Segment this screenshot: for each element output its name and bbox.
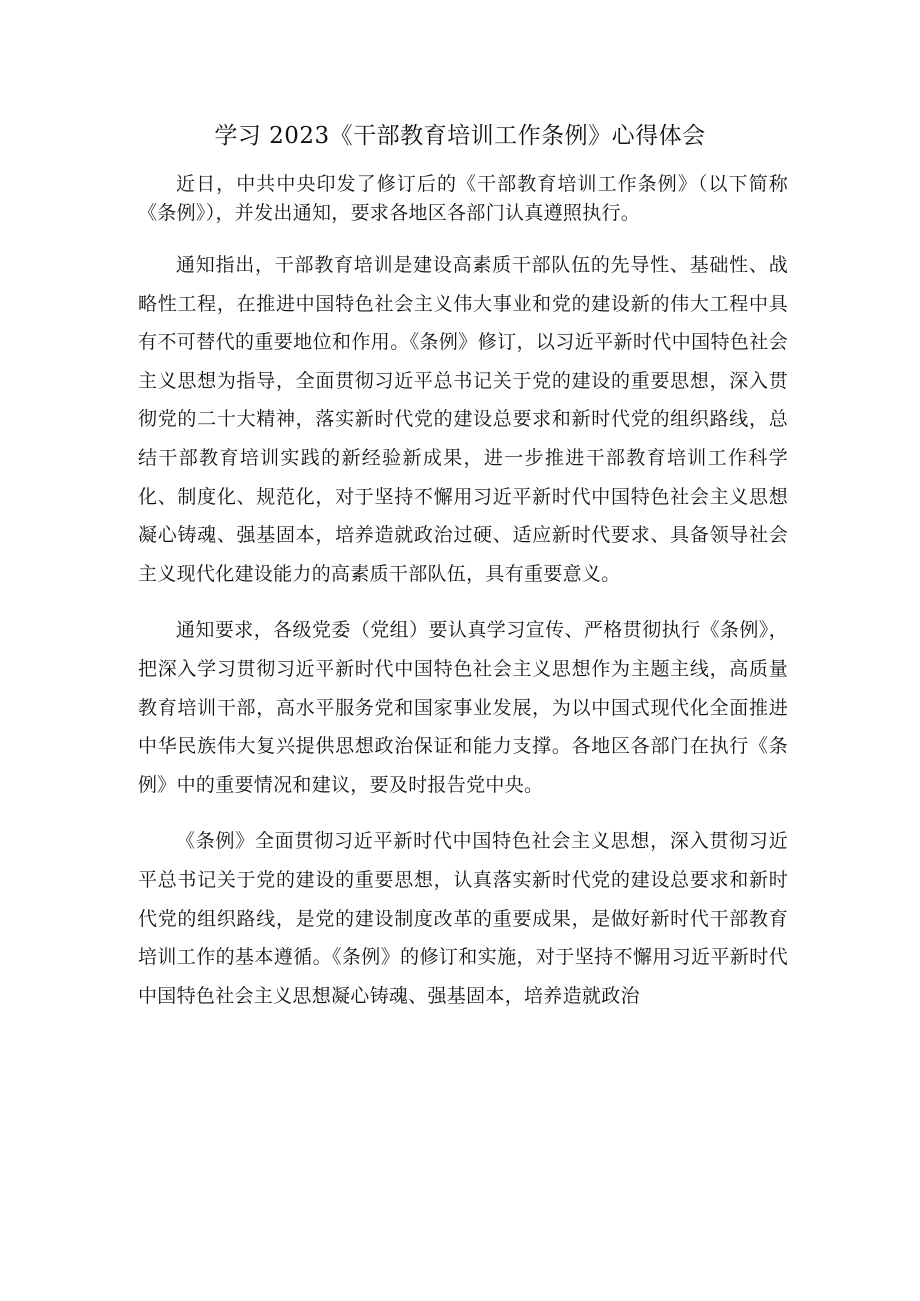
paragraph-notice-significance: 通知指出，干部教育培训是建设高素质干部队伍的先导性、基础性、战略性工程，在推进中国特色社会主义伟大事业和党的建设新的伟大工程中具有不可替代的重要地位和作用。《条例》修订，以习近平新时代中国特色社会主义思想为指导，全面贯彻习近平总书记关于党的建设的重要思想，深入贯彻党的二十大精神，落实新时代党的建设总要求和新时代党的组织路线，总结干部教育培训实践的新经验新成果，进一步推进干部教育培训工作科学化、制度化、规范化，对于坚持不懈用习近平新时代中国特色社会主义思想凝心铸魂、强基固本，培养造就政治过硬、适应新时代要求、具备领导社会主义现代化建设能力的高素质干部队伍，具有重要意义。	[138, 254, 788, 585]
paragraph-notice-requirements: 通知要求，各级党委（党组）要认真学习宣传、严格贯彻执行《条例》，把深入学习贯彻习近平新时代中国特色社会主义思想作为主题主线，高质量教育培训干部，高水平服务党和国家事业发展，为以中国式现代化全面推进中华民族伟大复兴提供思想政治保证和能力支撑。各地区各部门在执行《条例》中的重要情况和建议，要及时报告党中央。	[138, 619, 788, 796]
paragraph-regulation-summary: 《条例》全面贯彻习近平新时代中国特色社会主义思想，深入贯彻习近平总书记关于党的建设的重要思想，认真落实新时代党的建设总要求和新时代党的组织路线，是党的建设制度改革的重要成果，是做好新时代干部教育培训工作的基本遵循。《条例》的修订和实施，对于坚持不懈用习近平新时代中国特色社会主义思想凝心铸魂、强基固本，培养造就政治	[138, 830, 788, 1007]
document-body	[138, 170, 788, 1015]
document-title: 学习 2023《干部教育培训工作条例》心得体会	[214, 123, 706, 149]
paragraph-intro: 近日，中共中央印发了修订后的《干部教育培训工作条例》（以下简称《条例》），并发出通知，要求各地区各部门认真遵照执行。	[138, 173, 788, 224]
